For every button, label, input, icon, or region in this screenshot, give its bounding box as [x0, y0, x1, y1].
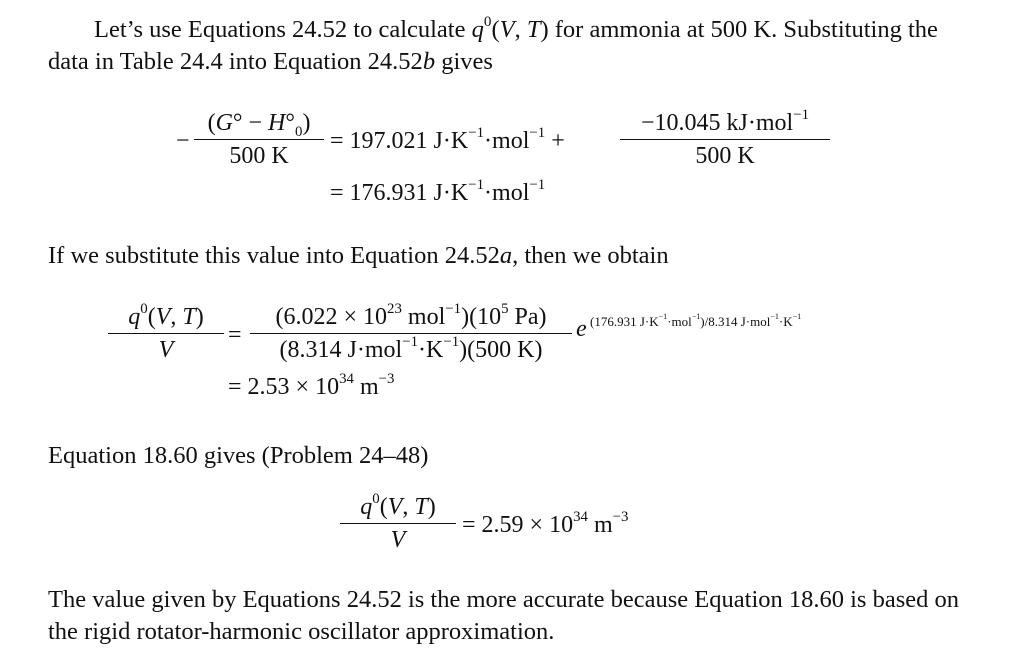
paragraph-intro: Let’s use Equations 24.52 to calculate $q^0(V$, T) for ammonia at 500 K. Substituting the data in Table 24.4 into Equation 24.52b gives: [48, 12, 938, 75]
eq2-exp-base: e: [576, 316, 587, 342]
eq3-result: = $2.59 \times 10^{34}$ $m^{-3}$: [462, 508, 629, 538]
eq2-result: = $2.53 \times 10^{34}$ $m^{-3}$: [228, 370, 395, 400]
eq1-lhs-fraction: [194, 110, 324, 170]
paragraph-substitute: If we substitute this value into Equation 24.52a, then we obtain: [48, 242, 669, 269]
paragraph-equation-1860: Equation 18.60 gives (Problem 24–48): [48, 442, 429, 469]
eq2-equals: =: [228, 322, 242, 348]
eq3-lhs-denominator: V: [390, 527, 406, 553]
eq1-lhs-denominator: 500 K: [229, 143, 289, 169]
eq1-minus-sign: −: [176, 128, 190, 154]
eq2-rhs-numerator: ($6.022 \times 10^{23}$ $mol^{-1})(10^5$ Pa): [250, 304, 572, 334]
paragraph-conclusion: The value given by Equations 24.52 is the more accurate because Equation 18.60 is based on the rigid rotator-harmonic oscillator approximation.: [48, 586, 959, 645]
eq2-lhs-numerator: $q^0(V$, T): [108, 304, 224, 334]
eq2-lhs-denominator: V: [158, 337, 174, 363]
eq2-exponent: (176.931 $J\cdot K^{-1}\cdot mol^{-1})/8.314$ $J\cdot mol^{-1}\cdot K^{-1}$: [590, 312, 802, 329]
eq1-rhs-fraction: [620, 106, 830, 170]
eq2-rhs-denominator: (8.314 $J\cdot mol^{-1}\cdot K^{-1})(500$ K): [279, 333, 543, 363]
eq3-lhs-fraction: [340, 490, 456, 554]
eq1-rhs-numerator: −10.045 kJ·mol$^{-1}$: [620, 110, 830, 140]
eq1-term1: = 197.021 $J\cdot K^{-1}\cdot mol^{-1}$ +: [330, 124, 565, 154]
eq3-lhs-numerator: $q^0(V$, T): [340, 494, 456, 524]
eq1-result: = 176.931 $J\cdot K^{-1}\cdot mol^{-1}$: [330, 176, 546, 206]
eq2-lhs-fraction: [108, 300, 224, 364]
eq1-lhs-numerator: $(G^\circ - H^\circ_0)$: [194, 110, 324, 140]
eq2-rhs-fraction: [250, 300, 572, 364]
eq1-rhs-denominator: 500 K: [695, 143, 755, 169]
